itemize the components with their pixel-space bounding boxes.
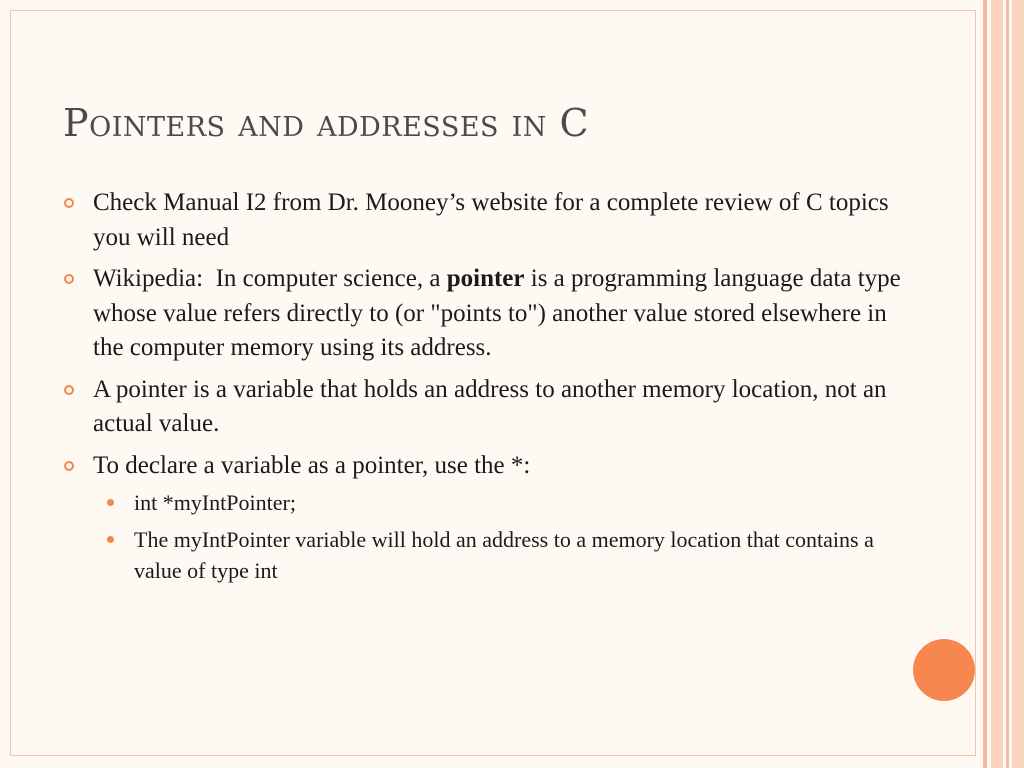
decorative-stripe <box>991 0 1003 768</box>
decorative-stripe <box>1012 0 1024 768</box>
bullet-item <box>62 186 902 255</box>
ring-bullet-icon <box>64 385 74 395</box>
sub-bullet-text: The myIntPointer variable will hold an address to a memory location that contains a value of type int <box>134 527 874 583</box>
sub-bullet-list <box>93 487 902 586</box>
decorative-circle <box>913 639 975 701</box>
decorative-stripe <box>983 0 987 768</box>
bullet-text: Check Manual I2 from Dr. Mooney’s website for a complete review of C topics you will need <box>93 189 889 251</box>
bullet-list <box>62 186 902 586</box>
sub-bullet-item <box>93 487 902 518</box>
slide-body <box>62 186 902 593</box>
bullet-item <box>62 262 902 366</box>
decorative-stripe <box>1006 0 1009 768</box>
ring-bullet-icon <box>64 198 74 208</box>
dot-bullet-icon <box>107 499 114 506</box>
bullet-item <box>62 373 902 442</box>
sub-bullet-text: int *myIntPointer; <box>134 490 296 515</box>
bullet-text-after: is a programming language data type whose value refers directly to (or "points to") another value stored elsewhere in the computer memory using its address. <box>93 265 901 361</box>
ring-bullet-icon <box>64 461 74 471</box>
bullet-text: A pointer is a variable that holds an address to another memory location, not an actual value. <box>93 375 887 437</box>
bullet-text-bold: pointer <box>446 265 525 292</box>
slide-title: Pointers and addresses in C <box>63 101 590 145</box>
dot-bullet-icon <box>107 536 114 543</box>
bullet-text-before: Wikipedia: In computer science, a <box>93 265 447 292</box>
sub-bullet-item <box>93 524 902 586</box>
bullet-text: To declare a variable as a pointer, use the *: <box>93 451 531 479</box>
ring-bullet-icon <box>64 274 74 284</box>
bullet-item <box>62 449 902 587</box>
